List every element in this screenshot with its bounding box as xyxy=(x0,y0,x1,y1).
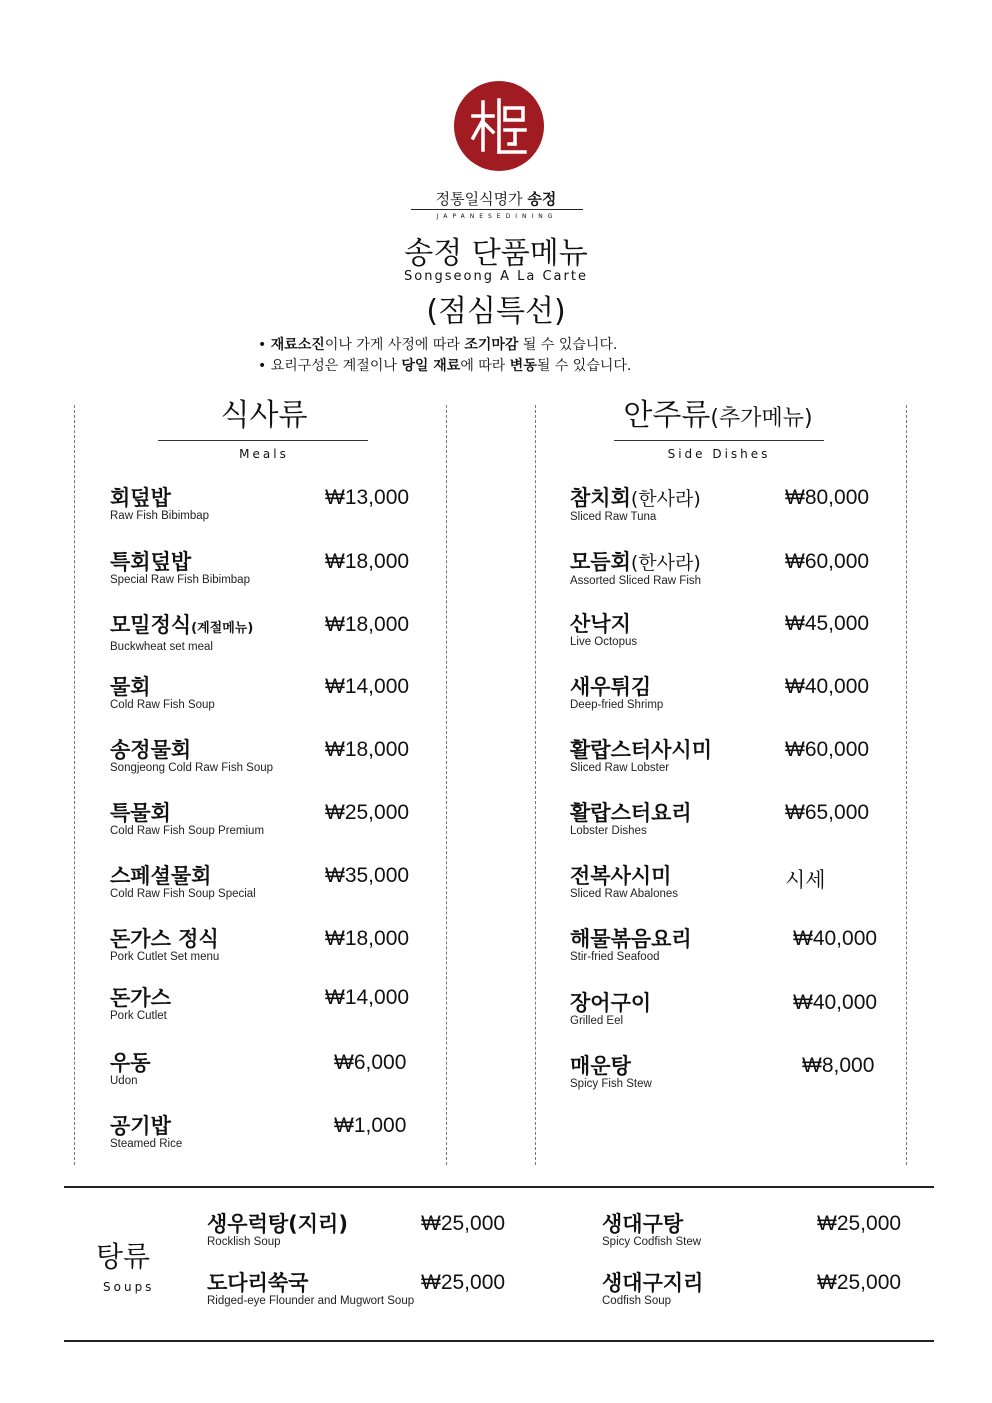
menu-item xyxy=(570,1053,652,1090)
menu-item-name xyxy=(110,926,219,952)
menu-item xyxy=(570,926,692,963)
menu-item-name-text: 활랍스터요리 xyxy=(570,801,692,825)
menu-item-name xyxy=(570,549,701,576)
notice-segment: 에 따라 xyxy=(460,358,510,374)
menu-item xyxy=(110,737,273,774)
soup-item-name: 도다리쑥국 xyxy=(207,1271,309,1295)
meals-divider xyxy=(158,440,368,441)
soups-top-rule xyxy=(64,1186,934,1188)
menu-item-name-text: 매운탕 xyxy=(570,1054,631,1078)
menu-item xyxy=(570,990,651,1027)
soups-bottom-rule xyxy=(64,1340,934,1342)
soup-item xyxy=(602,1211,701,1248)
menu-item-english: Lobster Dishes xyxy=(570,825,647,837)
soup-item-english: Rocklish Soup xyxy=(207,1236,281,1248)
sides-title-suffix: (추가메뉴) xyxy=(710,406,813,431)
column-divider xyxy=(535,405,536,1165)
menu-item-name xyxy=(110,1113,182,1139)
menu-item-name-text: 활랍스터사시미 xyxy=(570,738,713,762)
menu-item-name-text: 우동 xyxy=(110,1051,151,1075)
menu-item-name xyxy=(110,674,215,700)
menu-item-english: Sliced Raw Abalones xyxy=(570,888,679,900)
menu-item xyxy=(110,612,253,653)
menu-item-name-text: 스페셜물회 xyxy=(110,864,212,888)
menu-item-english: Pork Cutlet Set menu xyxy=(110,951,220,963)
sides-title xyxy=(590,390,846,434)
menu-item-name-text: 모듬회 xyxy=(570,550,631,574)
soup-item-price: ₩25,000 xyxy=(817,1212,902,1235)
menu-item-name-text: 해물볶음요리 xyxy=(570,927,692,951)
menu-item xyxy=(110,800,264,837)
notice-line-2 xyxy=(258,355,631,375)
menu-item xyxy=(570,863,678,900)
column-divider xyxy=(906,405,907,1165)
menu-item xyxy=(570,485,701,523)
menu-item-english: Raw Fish Bibimbap xyxy=(110,510,210,522)
menu-item-english: Cold Raw Fish Soup Special xyxy=(110,888,256,900)
soup-item-price: ₩25,000 xyxy=(421,1212,506,1235)
menu-item-english: Sliced Raw Tuna xyxy=(570,511,657,523)
menu-item-price: ₩25,000 xyxy=(325,801,410,824)
soup-item xyxy=(207,1211,348,1248)
menu-item-price: 시세 xyxy=(785,869,826,892)
soup-item-english: Codfish Soup xyxy=(602,1295,672,1307)
menu-item-name xyxy=(570,990,651,1016)
logo xyxy=(453,80,545,172)
menu-item xyxy=(110,674,215,711)
menu-item-english: Steamed Rice xyxy=(110,1138,183,1150)
menu-item-price: ₩6,000 xyxy=(334,1051,407,1074)
brand-line xyxy=(0,188,992,209)
menu-item-price: ₩18,000 xyxy=(325,613,410,636)
menu-item-name-text: 돈가스 정식 xyxy=(110,927,219,951)
menu-item-english: Special Raw Fish Bibimbap xyxy=(110,574,250,586)
notice-segment: 조기마감 xyxy=(464,337,519,353)
menu-item-note: (한사라) xyxy=(630,488,701,510)
notice-line-1 xyxy=(258,334,617,354)
soup-item-english: Spicy Codfish Stew xyxy=(602,1236,702,1248)
menu-item-name xyxy=(570,800,692,826)
column-divider xyxy=(74,405,75,1165)
soup-item-price: ₩25,000 xyxy=(817,1271,902,1294)
menu-item-price: ₩1,000 xyxy=(334,1114,407,1137)
menu-item xyxy=(570,611,637,648)
menu-item-price: ₩14,000 xyxy=(325,675,410,698)
menu-item-name xyxy=(570,485,701,512)
soup-item-name: 생대구탕 xyxy=(602,1212,684,1236)
menu-item-name xyxy=(570,611,637,637)
menu-item-name xyxy=(570,926,692,952)
column-divider xyxy=(446,405,447,1165)
soup-item-name: 생대구지리 xyxy=(602,1271,704,1295)
menu-item-price: ₩14,000 xyxy=(325,986,410,1009)
menu-item-name-text: 공기밥 xyxy=(110,1114,171,1138)
menu-item-name-text: 장어구이 xyxy=(570,991,652,1015)
notice-segment: 이나 가게 사정에 따라 xyxy=(324,337,465,353)
menu-item-name xyxy=(570,674,663,700)
menu-item-name xyxy=(110,485,209,511)
menu-item-name xyxy=(110,549,250,575)
menu-item xyxy=(110,863,256,900)
menu-item-name xyxy=(110,612,253,642)
menu-item-price: ₩40,000 xyxy=(793,927,878,950)
menu-item-price: ₩18,000 xyxy=(325,927,410,950)
menu-item xyxy=(110,485,209,522)
menu-item-english: Udon xyxy=(110,1075,138,1087)
menu-item xyxy=(110,985,171,1022)
menu-item-name-text: 물회 xyxy=(110,675,151,699)
menu-item-name xyxy=(110,863,256,889)
notice-segment: 당일 재료 xyxy=(401,358,461,374)
menu-item-name xyxy=(570,863,678,889)
menu-item-price: ₩18,000 xyxy=(325,550,410,573)
notice-segment: • 요리구성은 계절이나 xyxy=(258,358,402,374)
menu-item-price: ₩45,000 xyxy=(785,612,870,635)
menu-item-english: Buckwheat set meal xyxy=(110,641,213,653)
menu-item-name-text: 회덮밥 xyxy=(110,486,171,510)
menu-item-name-text: 참치회 xyxy=(570,486,631,510)
sides-title-main: 안주류 xyxy=(623,398,711,433)
menu-item-name-text: 산낙지 xyxy=(570,612,631,636)
menu-item-price: ₩80,000 xyxy=(785,486,870,509)
logo-lettering: 松亭 xyxy=(499,140,501,141)
menu-item-name-text: 새우튀김 xyxy=(570,675,652,699)
menu-item-price: ₩40,000 xyxy=(785,675,870,698)
menu-item-english: Grilled Eel xyxy=(570,1015,624,1027)
menu-item-english: Deep-fried Shrimp xyxy=(570,699,664,711)
soup-item-english: Ridged-eye Flounder and Mugwort Soup xyxy=(207,1295,415,1307)
brand-divider xyxy=(411,209,583,210)
menu-item-english: Sliced Raw Lobster xyxy=(570,762,670,774)
menu-item xyxy=(110,1113,182,1150)
menu-item-name-text: 특회덮밥 xyxy=(110,550,192,574)
menu-item-note: (한사라) xyxy=(630,552,701,574)
notice-segment: • xyxy=(258,337,271,353)
menu-item-name xyxy=(570,737,712,763)
menu-item-english: Live Octopus xyxy=(570,636,638,648)
menu-item-price: ₩60,000 xyxy=(785,738,870,761)
menu-item-english: Spicy Fish Stew xyxy=(570,1078,652,1090)
menu-item-price: ₩35,000 xyxy=(325,864,410,887)
menu-item-name xyxy=(110,985,171,1011)
meals-title: 식사류 xyxy=(220,398,308,433)
soup-item xyxy=(602,1270,703,1307)
menu-item-price: ₩60,000 xyxy=(785,550,870,573)
menu-item-name-text: 송정물회 xyxy=(110,738,192,762)
meals-subtitle: Meals xyxy=(239,447,289,461)
menu-item-english: Songjeong Cold Raw Fish Soup xyxy=(110,762,274,774)
menu-item-english: Cold Raw Fish Soup Premium xyxy=(110,825,265,837)
menu-item-note: (계절메뉴) xyxy=(191,621,254,636)
menu-item-price: ₩8,000 xyxy=(802,1054,875,1077)
page-title: 송정 단품메뉴 xyxy=(404,236,588,271)
menu-item-name xyxy=(110,800,264,826)
menu-item-english: Stir-fried Seafood xyxy=(570,951,660,963)
notice-segment: 될 수 있습니다. xyxy=(518,337,618,353)
menu-item-name-text: 전복사시미 xyxy=(570,864,672,888)
soups-subtitle: Soups xyxy=(103,1280,155,1294)
menu-item-name xyxy=(110,1050,151,1076)
brand-subtitle: JAPANESEDINING xyxy=(436,213,558,220)
menu-item-english: Assorted Sliced Raw Fish xyxy=(570,575,702,587)
menu-item-name-text: 돈가스 xyxy=(110,986,171,1010)
menu-item-price: ₩18,000 xyxy=(325,738,410,761)
brand-name: 송정 xyxy=(527,190,557,208)
menu-item-name xyxy=(570,1053,652,1079)
sides-subtitle: Side Dishes xyxy=(667,447,771,461)
menu-item-english: Cold Raw Fish Soup xyxy=(110,699,215,711)
notice-segment: 재료소진 xyxy=(270,337,325,353)
menu-item-name-text: 모밀정식 xyxy=(110,613,192,637)
sides-divider xyxy=(614,440,824,441)
menu-item xyxy=(110,926,219,963)
notice-segment: 될 수 있습니다. xyxy=(536,358,632,374)
soup-item-name: 생우럭탕(지리) xyxy=(207,1212,348,1236)
menu-item xyxy=(570,549,701,587)
menu-item xyxy=(110,1050,151,1087)
menu-item-price: ₩13,000 xyxy=(325,486,410,509)
notice-segment: 변동 xyxy=(509,358,537,374)
menu-item xyxy=(570,674,663,711)
menu-item xyxy=(570,737,712,774)
soup-item xyxy=(207,1270,414,1307)
menu-item xyxy=(570,800,692,837)
menu-item-english: Pork Cutlet xyxy=(110,1010,167,1022)
page-title-english: Songseong A La Carte xyxy=(404,269,588,284)
menu-item-name-text: 특물회 xyxy=(110,801,171,825)
brand-prefix: 정통일식명가 xyxy=(435,190,528,208)
menu-item-price: ₩40,000 xyxy=(793,991,878,1014)
page-subtitle: (점심특선) xyxy=(426,294,566,329)
menu-item-name xyxy=(110,737,273,763)
soup-item-price: ₩25,000 xyxy=(421,1271,506,1294)
soups-title: 탕류 xyxy=(96,1240,151,1273)
menu-item-price: ₩65,000 xyxy=(785,801,870,824)
menu-item xyxy=(110,549,250,586)
